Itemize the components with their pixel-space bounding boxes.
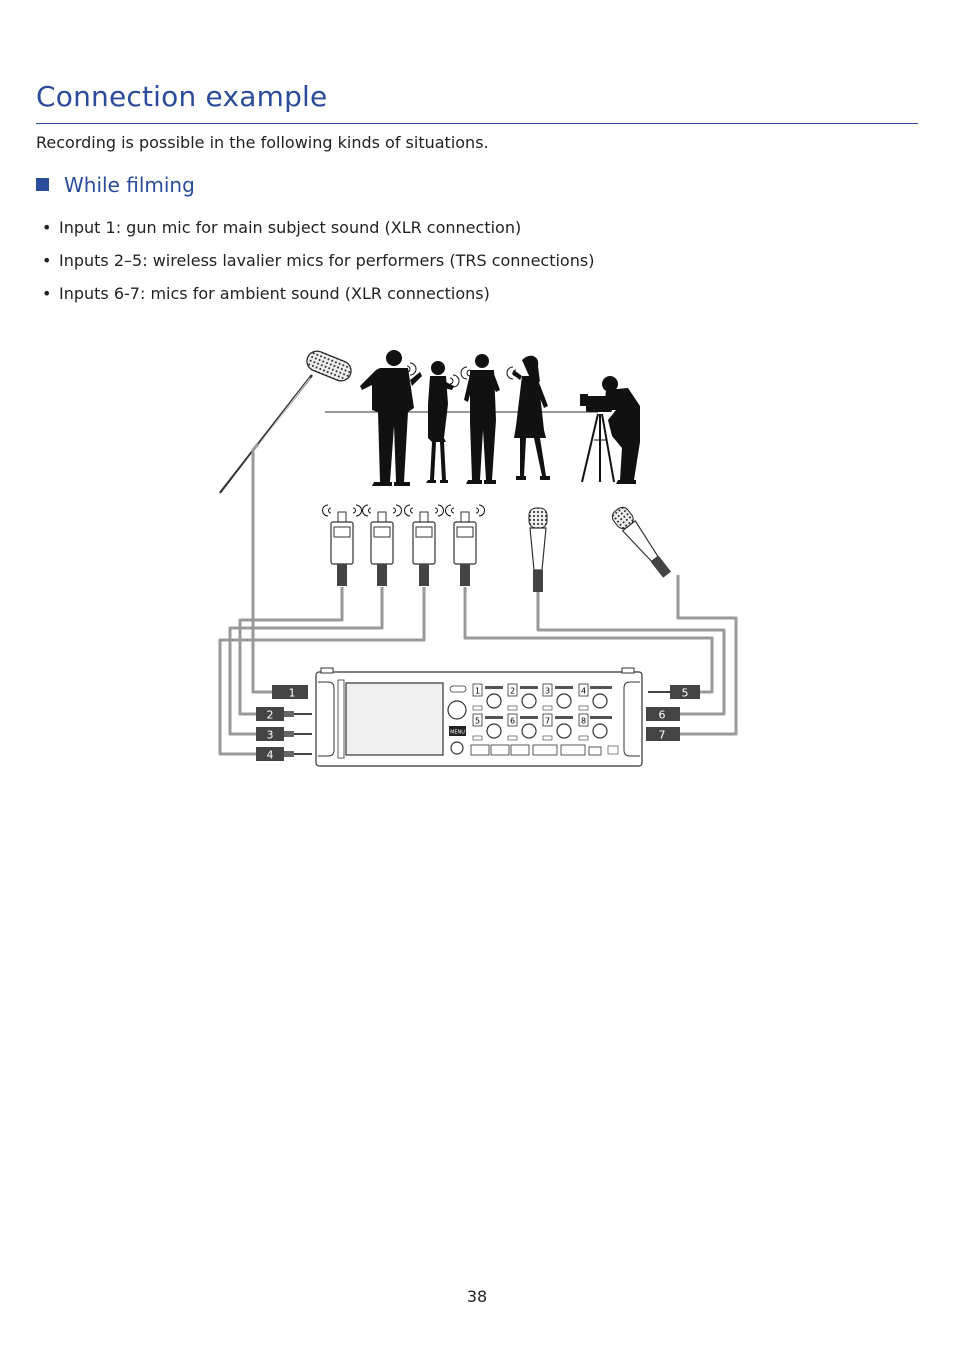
input-label-7: 7 [658,728,666,742]
camera-operator [580,376,640,484]
wireless-receiver-4 [413,512,435,586]
title-divider [36,123,918,124]
intro-text: Recording is possible in the following kinds of situations. [36,133,489,152]
menu-button-label: MENU [450,729,465,736]
cable-7 [678,575,736,734]
cable-1 [253,455,272,692]
field-recorder [316,668,642,766]
performers [360,350,550,486]
input-label-4: 4 [266,748,274,762]
input-label-5: 5 [681,686,689,700]
section-heading-text: While filming [64,173,195,197]
channel-number-1: 1 [474,686,481,696]
section-heading [36,173,195,197]
boom-mic [220,348,354,494]
channel-number-4: 4 [580,686,587,696]
input-label-6: 6 [658,708,666,722]
channel-number-2: 2 [509,686,516,696]
square-bullet-icon [36,178,49,191]
performer-man-2 [464,354,500,484]
performer-man-1 [360,350,422,486]
wireless-receiver-5 [454,512,476,586]
input-label-3: 3 [266,728,274,742]
performer-woman-2 [512,356,550,480]
performer-woman-1 [426,361,454,483]
channel-number-6: 6 [509,716,516,726]
channel-number-7: 7 [544,716,551,726]
wireless-receivers [323,505,485,586]
handheld-mic-vertical [529,508,547,592]
list-item [42,216,594,249]
left-input-plugs [256,685,312,762]
channel-number-5: 5 [474,716,481,726]
wireless-receiver-3 [371,512,393,586]
page-number: 38 [466,1287,488,1306]
list-item-text: Inputs 2–5: wireless lavalier mics for performers (TRS connections) [59,251,595,270]
bullet-dot-icon: • [42,251,52,270]
page-title: Connection example [36,80,328,113]
list-item [42,282,594,315]
list-item-text: Inputs 6-7: mics for ambient sound (XLR connections) [59,284,490,303]
bullet-dot-icon: • [42,284,52,303]
bullet-list [42,216,594,315]
bullet-dot-icon: • [42,218,52,237]
handheld-mic-angled [610,505,675,581]
channel-number-8: 8 [580,716,587,726]
list-item [42,249,594,282]
connection-diagram [0,330,954,790]
list-item-text: Input 1: gun mic for main subject sound (XLR connection) [59,218,522,237]
wireless-receiver-2 [331,512,353,586]
channel-number-3: 3 [544,686,551,696]
input-label-1: 1 [288,686,296,700]
wireless-wave-icons [407,363,516,387]
input-label-2: 2 [266,708,274,722]
shotgun-mic-windscreen [304,348,354,384]
